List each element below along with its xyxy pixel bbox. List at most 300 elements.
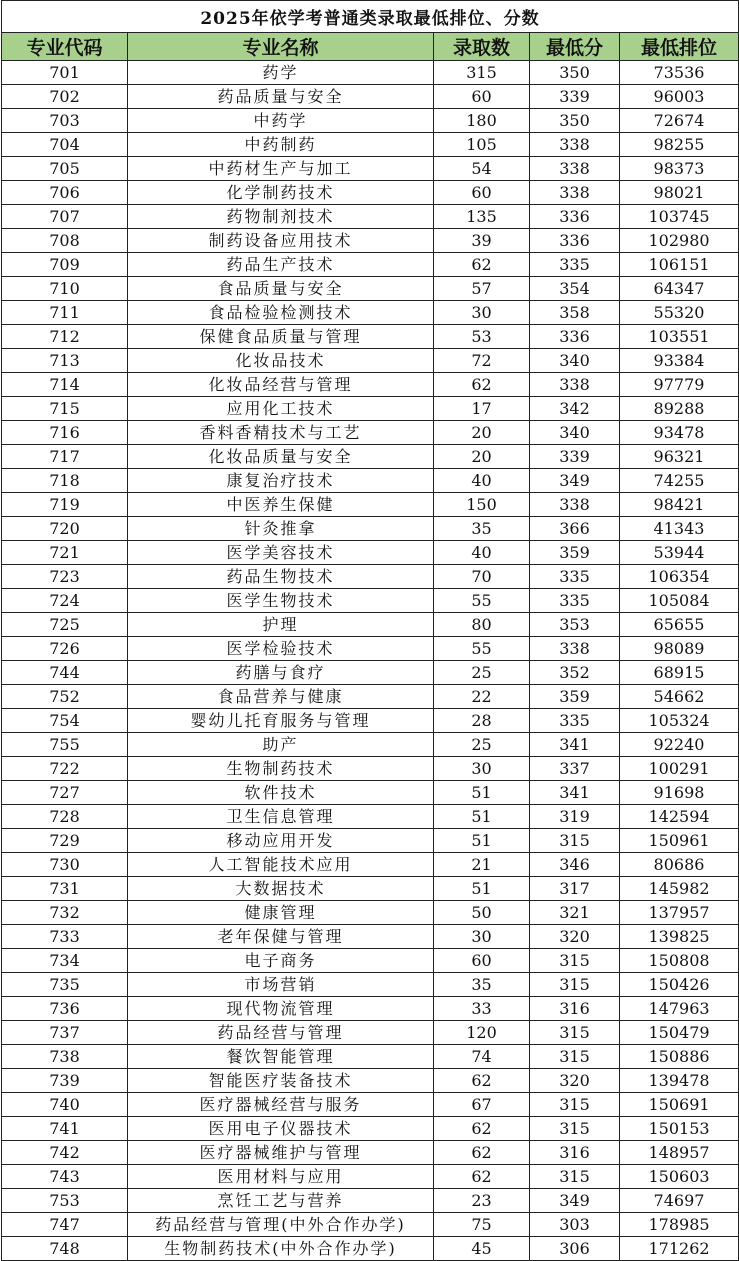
table-row [2,1117,739,1141]
cell-min-score: 317 [530,877,620,901]
cell-min-score: 339 [530,445,620,469]
cell-min-score: 359 [530,541,620,565]
cell-admitted-count: 17 [434,397,530,421]
cell-major-name: 婴幼儿托育服务与管理 [128,709,434,733]
cell-min-rank: 53944 [620,541,739,565]
cell-admitted-count: 62 [434,1117,530,1141]
cell-min-score: 315 [530,1093,620,1117]
cell-major-code: 706 [2,181,128,205]
cell-major-code: 754 [2,709,128,733]
table-row [2,1237,739,1261]
cell-min-rank: 150886 [620,1045,739,1069]
cell-min-rank: 106354 [620,565,739,589]
cell-min-score: 336 [530,229,620,253]
cell-major-name: 餐饮智能管理 [128,1045,434,1069]
cell-admitted-count: 50 [434,901,530,925]
cell-min-rank: 98421 [620,493,739,517]
table-row [2,1069,739,1093]
cell-min-score: 341 [530,733,620,757]
cell-major-code: 723 [2,565,128,589]
cell-major-code: 712 [2,325,128,349]
cell-min-rank: 98255 [620,133,739,157]
table-row [2,1045,739,1069]
cell-major-code: 735 [2,973,128,997]
cell-major-name: 食品营养与健康 [128,685,434,709]
cell-min-score: 316 [530,997,620,1021]
cell-major-name: 针灸推拿 [128,517,434,541]
table-title: 2025年依学考普通类录取最低排位、分数 [2,1,739,33]
cell-min-rank: 93384 [620,349,739,373]
table-row [2,229,739,253]
cell-major-name: 医学生物技术 [128,589,434,613]
cell-major-name: 医学美容技术 [128,541,434,565]
header-min-rank: 最低排位 [620,33,739,61]
cell-admitted-count: 23 [434,1189,530,1213]
table-row [2,733,739,757]
cell-min-score: 349 [530,1189,620,1213]
cell-admitted-count: 67 [434,1093,530,1117]
cell-min-rank: 150603 [620,1165,739,1189]
cell-major-name: 医学检验技术 [128,637,434,661]
cell-major-code: 727 [2,781,128,805]
cell-major-code: 740 [2,1093,128,1117]
cell-major-name: 中药制药 [128,133,434,157]
cell-admitted-count: 20 [434,445,530,469]
cell-major-code: 753 [2,1189,128,1213]
table-row [2,613,739,637]
cell-major-code: 703 [2,109,128,133]
cell-min-rank: 103551 [620,325,739,349]
cell-admitted-count: 80 [434,613,530,637]
table-row [2,133,739,157]
cell-major-code: 744 [2,661,128,685]
cell-min-score: 335 [530,589,620,613]
cell-major-code: 701 [2,61,128,85]
cell-min-score: 320 [530,1069,620,1093]
cell-admitted-count: 105 [434,133,530,157]
header-major-code: 专业代码 [2,33,128,61]
cell-major-name: 生物制药技术(中外合作办学) [128,1237,434,1261]
table-row [2,997,739,1021]
cell-major-name: 中药材生产与加工 [128,157,434,181]
cell-admitted-count: 20 [434,421,530,445]
cell-min-rank: 68915 [620,661,739,685]
cell-admitted-count: 54 [434,157,530,181]
cell-min-score: 336 [530,205,620,229]
table-row [2,397,739,421]
cell-min-rank: 150691 [620,1093,739,1117]
cell-min-rank: 74697 [620,1189,739,1213]
table-row [2,1141,739,1165]
cell-major-name: 医用材料与应用 [128,1165,434,1189]
cell-min-score: 366 [530,517,620,541]
cell-min-score: 315 [530,1165,620,1189]
cell-major-name: 移动应用开发 [128,829,434,853]
cell-major-name: 大数据技术 [128,877,434,901]
admission-table [1,0,739,1261]
cell-admitted-count: 39 [434,229,530,253]
cell-major-code: 733 [2,925,128,949]
cell-major-code: 710 [2,277,128,301]
cell-min-score: 335 [530,709,620,733]
table-row [2,541,739,565]
table-row [2,445,739,469]
cell-min-rank: 93478 [620,421,739,445]
cell-major-name: 食品质量与安全 [128,277,434,301]
cell-min-rank: 100291 [620,757,739,781]
cell-min-rank: 97779 [620,373,739,397]
cell-min-rank: 137957 [620,901,739,925]
cell-admitted-count: 45 [434,1237,530,1261]
cell-min-score: 353 [530,613,620,637]
cell-min-rank: 54662 [620,685,739,709]
table-row [2,277,739,301]
cell-major-code: 708 [2,229,128,253]
cell-admitted-count: 72 [434,349,530,373]
cell-admitted-count: 51 [434,805,530,829]
table-row [2,109,739,133]
cell-admitted-count: 35 [434,973,530,997]
table-row [2,565,739,589]
cell-major-code: 725 [2,613,128,637]
cell-admitted-count: 60 [434,181,530,205]
cell-min-score: 315 [530,973,620,997]
cell-min-score: 336 [530,325,620,349]
cell-min-rank: 55320 [620,301,739,325]
cell-admitted-count: 25 [434,661,530,685]
cell-major-code: 732 [2,901,128,925]
table-row [2,85,739,109]
cell-admitted-count: 35 [434,517,530,541]
cell-major-code: 709 [2,253,128,277]
table-row [2,517,739,541]
table-row [2,421,739,445]
cell-admitted-count: 40 [434,469,530,493]
cell-major-name: 医疗器械维护与管理 [128,1141,434,1165]
cell-major-name: 医用电子仪器技术 [128,1117,434,1141]
table-row [2,1213,739,1237]
cell-min-rank: 147963 [620,997,739,1021]
cell-min-rank: 148957 [620,1141,739,1165]
cell-major-code: 714 [2,373,128,397]
cell-major-name: 药品经营与管理 [128,1021,434,1045]
cell-min-score: 306 [530,1237,620,1261]
cell-major-code: 737 [2,1021,128,1045]
table-row [2,205,739,229]
cell-admitted-count: 53 [434,325,530,349]
cell-major-code: 715 [2,397,128,421]
cell-major-code: 711 [2,301,128,325]
table-row [2,1165,739,1189]
cell-major-code: 728 [2,805,128,829]
cell-min-rank: 150808 [620,949,739,973]
cell-min-rank: 150961 [620,829,739,853]
cell-major-name: 药品生产技术 [128,253,434,277]
cell-admitted-count: 62 [434,1069,530,1093]
cell-major-name: 老年保健与管理 [128,925,434,949]
cell-admitted-count: 135 [434,205,530,229]
cell-major-code: 724 [2,589,128,613]
cell-major-name: 药学 [128,61,434,85]
cell-major-code: 755 [2,733,128,757]
cell-min-score: 335 [530,253,620,277]
cell-major-name: 化妆品技术 [128,349,434,373]
table-body [2,61,739,1261]
cell-major-name: 电子商务 [128,949,434,973]
cell-min-score: 349 [530,469,620,493]
cell-min-score: 321 [530,901,620,925]
header-admitted-count: 录取数 [434,33,530,61]
cell-admitted-count: 60 [434,85,530,109]
cell-min-score: 315 [530,949,620,973]
cell-admitted-count: 57 [434,277,530,301]
cell-admitted-count: 62 [434,1165,530,1189]
cell-min-rank: 139478 [620,1069,739,1093]
cell-major-code: 729 [2,829,128,853]
cell-min-score: 354 [530,277,620,301]
cell-min-score: 315 [530,1045,620,1069]
table-row [2,829,739,853]
cell-admitted-count: 180 [434,109,530,133]
cell-major-code: 748 [2,1237,128,1261]
cell-major-code: 719 [2,493,128,517]
cell-admitted-count: 30 [434,757,530,781]
cell-major-code: 730 [2,853,128,877]
cell-major-name: 药品质量与安全 [128,85,434,109]
cell-min-rank: 98373 [620,157,739,181]
cell-major-code: 705 [2,157,128,181]
cell-min-score: 340 [530,349,620,373]
cell-min-rank: 105324 [620,709,739,733]
cell-major-name: 化妆品质量与安全 [128,445,434,469]
cell-major-code: 718 [2,469,128,493]
cell-major-code: 752 [2,685,128,709]
cell-min-rank: 150479 [620,1021,739,1045]
cell-min-rank: 150426 [620,973,739,997]
table-row [2,925,739,949]
cell-min-score: 352 [530,661,620,685]
cell-min-rank: 98021 [620,181,739,205]
cell-major-name: 人工智能技术应用 [128,853,434,877]
cell-min-rank: 74255 [620,469,739,493]
cell-major-code: 721 [2,541,128,565]
table-row [2,349,739,373]
table-row [2,181,739,205]
cell-major-name: 医疗器械经营与服务 [128,1093,434,1117]
cell-admitted-count: 33 [434,997,530,1021]
cell-major-name: 生物制药技术 [128,757,434,781]
cell-min-score: 338 [530,133,620,157]
cell-min-score: 346 [530,853,620,877]
cell-major-code: 739 [2,1069,128,1093]
cell-min-rank: 178985 [620,1213,739,1237]
cell-min-score: 303 [530,1213,620,1237]
cell-admitted-count: 62 [434,373,530,397]
cell-major-code: 726 [2,637,128,661]
table-row [2,661,739,685]
cell-min-score: 350 [530,61,620,85]
cell-min-score: 319 [530,805,620,829]
cell-min-score: 339 [530,85,620,109]
cell-min-score: 315 [530,1117,620,1141]
cell-admitted-count: 25 [434,733,530,757]
table-row [2,853,739,877]
table-row [2,301,739,325]
cell-min-score: 341 [530,781,620,805]
cell-min-rank: 96321 [620,445,739,469]
cell-major-name: 烹饪工艺与营养 [128,1189,434,1213]
cell-major-name: 化妆品经营与管理 [128,373,434,397]
table-row [2,469,739,493]
cell-min-rank: 80686 [620,853,739,877]
cell-min-rank: 41343 [620,517,739,541]
cell-min-score: 338 [530,373,620,397]
cell-major-code: 741 [2,1117,128,1141]
cell-min-rank: 98089 [620,637,739,661]
cell-min-score: 316 [530,1141,620,1165]
cell-min-rank: 102980 [620,229,739,253]
cell-min-score: 338 [530,181,620,205]
cell-min-rank: 142594 [620,805,739,829]
cell-admitted-count: 315 [434,61,530,85]
cell-min-rank: 65655 [620,613,739,637]
table-row [2,253,739,277]
cell-min-score: 359 [530,685,620,709]
cell-major-name: 制药设备应用技术 [128,229,434,253]
table-row [2,973,739,997]
cell-major-code: 716 [2,421,128,445]
cell-major-name: 药膳与食疗 [128,661,434,685]
cell-major-name: 食品检验检测技术 [128,301,434,325]
cell-major-name: 助产 [128,733,434,757]
cell-major-name: 市场营销 [128,973,434,997]
cell-min-rank: 91698 [620,781,739,805]
cell-major-name: 药物制剂技术 [128,205,434,229]
table-row [2,637,739,661]
cell-admitted-count: 22 [434,685,530,709]
header-major-name: 专业名称 [128,33,434,61]
cell-admitted-count: 62 [434,253,530,277]
cell-min-score: 338 [530,157,620,181]
cell-major-name: 化学制药技术 [128,181,434,205]
table-row [2,901,739,925]
cell-min-rank: 105084 [620,589,739,613]
cell-admitted-count: 150 [434,493,530,517]
cell-admitted-count: 120 [434,1021,530,1045]
cell-major-name: 软件技术 [128,781,434,805]
cell-admitted-count: 28 [434,709,530,733]
cell-admitted-count: 55 [434,589,530,613]
cell-admitted-count: 30 [434,925,530,949]
cell-min-rank: 92240 [620,733,739,757]
cell-admitted-count: 40 [434,541,530,565]
table-row [2,877,739,901]
cell-major-name: 应用化工技术 [128,397,434,421]
table-row [2,805,739,829]
cell-major-code: 738 [2,1045,128,1069]
cell-min-score: 350 [530,109,620,133]
cell-major-name: 香料香精技术与工艺 [128,421,434,445]
cell-min-rank: 171262 [620,1237,739,1261]
cell-admitted-count: 51 [434,877,530,901]
cell-min-score: 320 [530,925,620,949]
table-row [2,157,739,181]
cell-admitted-count: 51 [434,781,530,805]
cell-min-score: 337 [530,757,620,781]
cell-major-code: 731 [2,877,128,901]
cell-admitted-count: 30 [434,301,530,325]
cell-major-name: 药品经营与管理(中外合作办学) [128,1213,434,1237]
cell-major-code: 736 [2,997,128,1021]
cell-min-rank: 106151 [620,253,739,277]
table-row [2,757,739,781]
cell-min-score: 338 [530,493,620,517]
cell-major-code: 707 [2,205,128,229]
cell-min-rank: 96003 [620,85,739,109]
cell-major-code: 713 [2,349,128,373]
cell-min-rank: 64347 [620,277,739,301]
cell-major-code: 702 [2,85,128,109]
table-row [2,1021,739,1045]
cell-min-score: 342 [530,397,620,421]
cell-major-code: 734 [2,949,128,973]
cell-major-name: 卫生信息管理 [128,805,434,829]
cell-major-name: 智能医疗装备技术 [128,1069,434,1093]
cell-major-code: 704 [2,133,128,157]
cell-major-name: 康复治疗技术 [128,469,434,493]
cell-major-code: 743 [2,1165,128,1189]
cell-min-rank: 150153 [620,1117,739,1141]
table-row [2,61,739,85]
cell-min-score: 315 [530,1021,620,1045]
cell-admitted-count: 21 [434,853,530,877]
table-row [2,685,739,709]
cell-admitted-count: 75 [434,1213,530,1237]
table-row [2,781,739,805]
cell-min-rank: 103745 [620,205,739,229]
cell-min-score: 358 [530,301,620,325]
table-row [2,1093,739,1117]
table-row [2,589,739,613]
table-row [2,493,739,517]
cell-major-name: 中药学 [128,109,434,133]
cell-min-score: 315 [530,829,620,853]
table-row [2,709,739,733]
cell-admitted-count: 70 [434,565,530,589]
cell-admitted-count: 62 [434,1141,530,1165]
cell-major-code: 722 [2,757,128,781]
cell-major-name: 健康管理 [128,901,434,925]
table-row [2,1189,739,1213]
cell-major-code: 742 [2,1141,128,1165]
cell-min-score: 338 [530,637,620,661]
cell-min-rank: 89288 [620,397,739,421]
header-row [2,33,739,61]
cell-min-rank: 72674 [620,109,739,133]
cell-min-score: 340 [530,421,620,445]
cell-admitted-count: 51 [434,829,530,853]
cell-major-code: 747 [2,1213,128,1237]
cell-major-name: 护理 [128,613,434,637]
cell-min-rank: 145982 [620,877,739,901]
table-row [2,949,739,973]
table-row [2,325,739,349]
cell-major-name: 保健食品质量与管理 [128,325,434,349]
cell-min-score: 335 [530,565,620,589]
cell-major-code: 717 [2,445,128,469]
cell-major-name: 中医养生保健 [128,493,434,517]
cell-major-name: 药品生物技术 [128,565,434,589]
